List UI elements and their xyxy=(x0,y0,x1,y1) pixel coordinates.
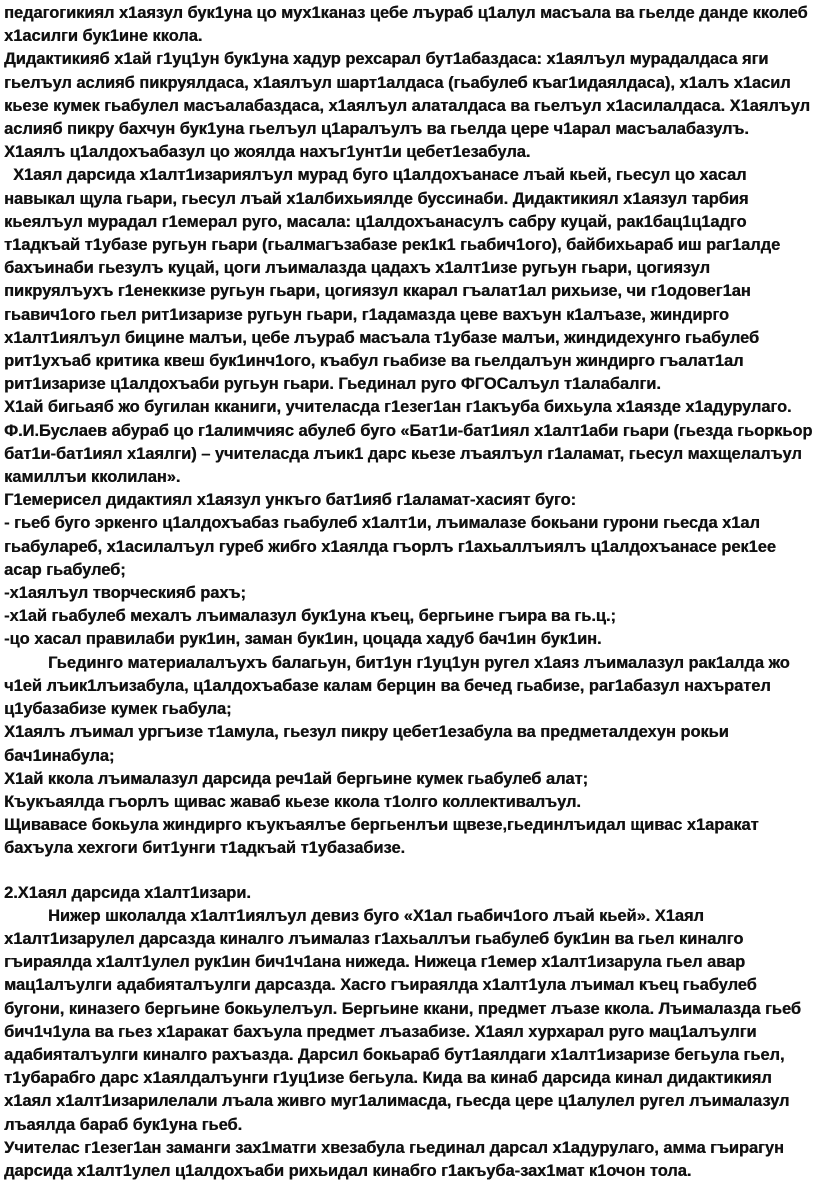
paragraph-team-victory: Щивавасе бокьула жиндирго къукъаялъе бергьенлъи щвезе,гьединлъидал щивас х1аракат бахъула хехгоги бит1унги т1адкъай т1убазабизе. xyxy=(4,816,759,858)
paragraph-teacher-time: Учителас г1езег1ан заманги зах1матги хвезабула гьединал дарсал х1адурулаго, амма гъирагун дарсида х1алт1улел ц1алдохъаби рихьидал кинабго г1акъуба-зах1мат к1очон тола. xyxy=(4,1138,784,1180)
list-item-feature-3: -х1ай гьабулеб мехалъ лъималазул бук1уна къец, бергьине гъира ва гь.ц.; xyxy=(4,607,616,626)
list-item-feature-1: - гьеб буго эркенго ц1алдохъабаз гьабулеб х1алт1и, лъималазе бокьани гурони гьесда х1ал гьабулареб, х1асилалъул гуреб жибго х1аялда гъорлъ г1ахьаллъиялъ ц1алдохъанасе рек1ее асар гьабулеб; xyxy=(4,514,776,579)
paragraph-thinking: Х1аялъ лъимал ургъизе т1амула, гьезул пикру цебет1езабула ва предметалдехун рокьи бач1инабула; xyxy=(4,723,729,765)
list-item-feature-2: -х1аялъул творческияб рахъ; xyxy=(4,584,246,603)
paragraph-game-tool: Х1ай ккола лъималазул дарсида реч1ай бергьине кумек гьабулеб алат; xyxy=(4,769,588,788)
paragraph-buslaev-quote: Ф.И.Буслаев абураб цо г1алимчияс абулеб буго «Бат1и-бат1иял х1алт1аби гьари (гьезда гьоркьор бат1и-бат1иял х1аялги) – учителасда лъик1 дарс кьезе лъаялъул г1аламат, гьесул махщелалъул камиллъи кколилан». xyxy=(4,421,813,487)
paragraph-team-answer: Къукъаялда гъорлъ щивас жаваб кьезе ккола т1олго коллективалъул. xyxy=(4,792,581,811)
paragraph-game-purpose: Х1аял дарсида х1алт1изариялъул мурад буго ц1алдохъанасе лъай кьей, гьесул цо хасал навыкал щула гьари, гьесул лъай х1албихьиялде буссинаби. Дидактикиял х1аязул тарбия кьеялъул мурадал г1емерал руго, масала: ц1алдохъанасулъ сабру куцай, рак1бац1ц1адго т1адкъай т1убазе ругьун гьари (гьалмагъзабазе рек1к1 гьабич1ого), байбихьараб иш раг1алде бахъинаби гьезулъ куцай, цоги лъималазда цадахъ х1алт1изе ругьун гьари, цогиязул пикруялъухъ г1енеккизе ругьун гьари, цогиязул ккарал гъалат1ал рихьизе, чи г1одовег1ан гьавич1ого гьел рит1изаризе ругьун гьари, г1адамазда цеве вахъун к1алъазе, жиндирго х1алт1иялъул бицине малъи, цебе лъураб масъала т1убазе малъи, жиндидехунго гьабулеб рит1ухъаб критика квеш бук1инч1ого, къабул гьабизе ва гьелдалъун жиндирго гъалат1ал рит1изаризе ц1алдохъаби ругьун гьари. Гьединал руго ФГОСалъул т1алабалги. xyxy=(4,166,781,394)
section-title: 2.Х1аял дарсида х1алт1изари. xyxy=(4,883,251,902)
paragraph-intro-continuation: педагогикиял х1аязул бук1уна цо мух1каназ цебе лъураб ц1алул масъала ва гьелде данде кколеб х1асилги бук1ине ккола. xyxy=(4,4,808,46)
paragraph-teacher-effort: Х1ай бигьаяб жо бугилан кканиги, учителасда г1езег1ан г1акъуба бихьула х1аязде х1адурулаго. xyxy=(4,398,792,417)
paragraph-material-games: Гьединго материалалъухъ балагьун, бит1ун г1уц1ун ругел х1аяз лъималазул рак1алда жо ч1ей лъик1лъизабула, ц1алдохъабазе калам берцин ва бечед гьабизе, раг1абазул нахърател ц1убазабизе кумек гьабула; xyxy=(4,653,790,719)
paragraph-didactic-game-structure: Дидактикияб х1ай г1уц1ун бук1уна хадур рехсарал бут1абаздаса: х1аялъул мурадалдаса яги гьелъул аслияб пикруялдаса, х1аялъул шарт1алдаса (гьабулеб къаг1идаялдаса), х1алъ х1асил кьезе кумек гьабулел масъалабаздаса, х1аялъул алаталдаса ва гьелъул х1асилалдаса. Х1аялъул аслияб пикру бахчун бук1уна гьелъул ц1аралъулъ ва гьелда цере ч1арал масъалабазулъ. Х1аялъ ц1алдохъабазул цо жоялда нахъг1унт1и цебет1езабула. xyxy=(4,50,810,162)
paragraph-features-intro: Г1емерисел дидактиял х1аязул ункъго бат1ияб г1аламат-хасият буго: xyxy=(4,491,576,510)
paragraph-school-motto: Нижер школалда х1алт1иялъул девиз буго «Х1ал гьабич1ого лъай кьей». Х1аял х1алт1изарулел дарсазда киналго лъималаз г1ахьаллъи гьабулеб бук1ин ва гьел киналго гъираялда х1алт1улел рук1ин бич1ч1ана нижеда. Нижеца г1емер х1алт1изарула гьел авар мац1алъулги адабияталъулги дарсазда. Хасго гъираялда х1алт1ула лъимал къец гьабулеб бугони, киназего бергьине бокьулелъул. Бергьине ккани, предмет лъазе ккола. Лъималазда гьеб бич1ч1ула ва гьез х1аракат бахъула предмет лъазабизе. Х1аял хурхарал руго мац1алъулги адабияталъулги киналго рахъазда. Дарсил бокьараб бут1аялдаги х1алт1изаризе бегьула гьел, т1убарабго дарс х1аялдалъунги г1уц1изе бегьула. Кида ва кинаб дарсида кинал дидактикиял х1аял х1алт1изарилелали лъала живго муг1алимасда, гьесда цере ц1алулел ругел лъималазул лъаялда бараб бук1уна гьеб. xyxy=(4,906,801,1134)
section-gap xyxy=(4,861,814,882)
list-item-feature-4: -цо хасал правилаби рук1ин, заман бук1ин, цоцада хадуб бач1ин бук1ин. xyxy=(4,630,602,649)
